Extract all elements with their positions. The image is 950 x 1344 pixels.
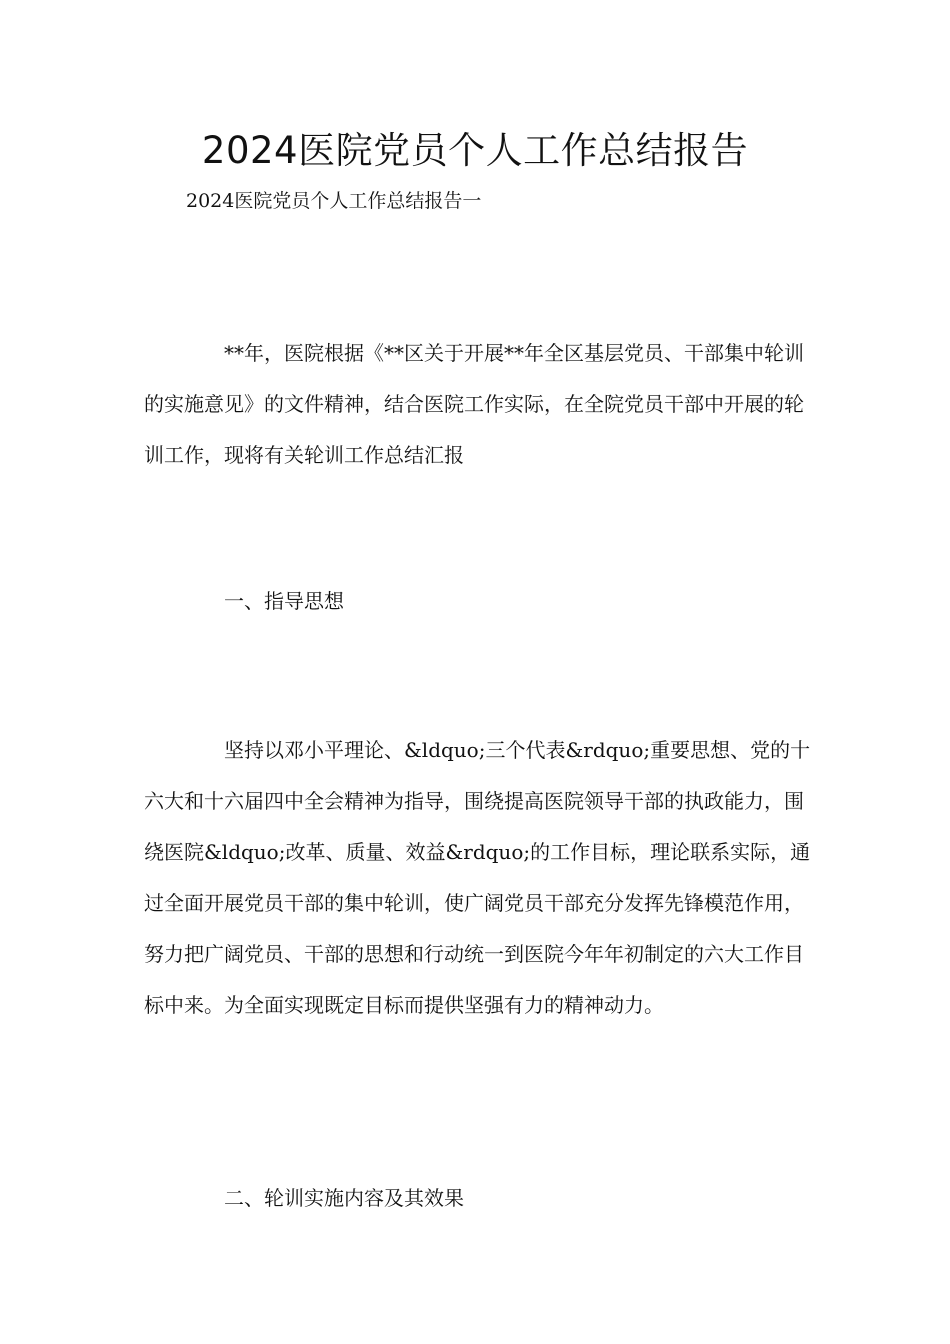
body-paragraph-guiding-ideology: 坚持以邓小平理论、&ldquo;三个代表&rdquo;重要思想、党的十六大和十六届四中全会精神为指导，围绕提高医院领导干部的执政能力，围绕医院&ldquo;改革、质量、效益&rdquo;的工作目标，理论联系实际，通过全面开展党员干部的集中轮训，使广阔党员干部充分发挥先锋模范作用，努力把广阔党员、干部的思想和行动统一到医院今年年初制定的六大工作目标中来。为全面实现既定目标而提供坚强有力的精神动力。 (144, 738, 811, 1017)
section-heading-guiding-ideology: 一、指导思想 (224, 589, 344, 613)
body-paragraph-intro: **年，医院根据《**区关于开展**年全区基层党员、干部集中轮训的实施意见》的文件精神，结合医院工作实际，在全院党员干部中开展的轮训工作，现将有关轮训工作总结汇报 (144, 341, 804, 467)
document-title: 2024医院党员个人工作总结报告 (201, 129, 749, 172)
section-heading-training-content: 二、轮训实施内容及其效果 (224, 1186, 464, 1210)
document-subtitle: 2024医院党员个人工作总结报告一 (186, 190, 482, 212)
